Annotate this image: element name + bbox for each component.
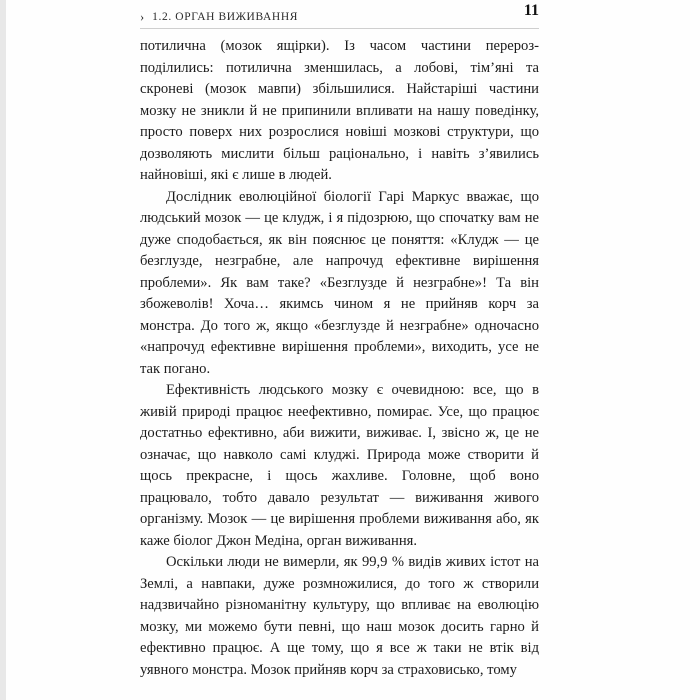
- paragraph: Дослідник еволюційної біології Гарі Маркус вважає, що людський мозок — це клудж, і я підозрюю, що спочатку вам не дуже сподобається, як він пояснює це поняття: «Клудж — це безглузде, незграбне, але напрочуд ефективне вирішення проблеми». Як вам таке? «Безглузде й незграбне»! Та він збожеволів! Хоча… якимсь чином я не прийняв корч за монстра. До того ж, якщо «безглузде й незграбне» одночасно «напрочуд ефективне вирішення проблеми», виходить, усе не так погано.: [140, 188, 539, 377]
- running-header: [140, 6, 540, 28]
- body-text: [140, 36, 539, 696]
- paragraph: Оскільки люди не вимерли, як 99,9 % видів живих істот на Землі, а навпаки, дуже розмножилися, до того ж створили надзвичайно різноманітну культуру, що впливає на еволюцію мозку, ми можемо бути певні, що наш мозок досить гарно й ефективно працює. А ще тому, що я все ж таки не втік від уявного монстра. Мозок прийняв корч за страховисько, тому: [140, 554, 539, 678]
- paragraph: потилична (мозок ящірки). Із часом частини перерозподілились: потилична зменшилась, а лобові, тім’яні та скроневі (мозок мавпи) збільшилися. Найстаріші частини мозку не зникли й не припинили впливати на нашу поведінку, просто поверх них розрослися новіші мозкові структури, що дозволяють мислити більш раціонально, і навіть з’явились найновіші, які є лише в людей.: [140, 38, 539, 183]
- header-divider: [140, 28, 539, 29]
- page-number: 11: [523, 2, 539, 19]
- page-left-margin-rule: [0, 0, 6, 700]
- chevron-right-icon: ›: [140, 9, 145, 24]
- paragraph: Ефективність людського мозку є очевидною: все, що в живій природі працює неефективно, помирає. Усе, що працює достатньо ефективно, аби вижити, виживає. І, звісно ж, це не означає, що навколо самі клуджі. Природа може створити й щось прекрасне, і щось жахливе. Головне, щоб воно працювало, тобто давало результат — виживання живого організму. Мозок — це вирішення проблеми виживання або, як каже біолог Джон Медіна, орган виживання.: [140, 382, 539, 549]
- running-header-title: 1.2. ОРГАН ВИЖИВАННЯ: [152, 11, 298, 23]
